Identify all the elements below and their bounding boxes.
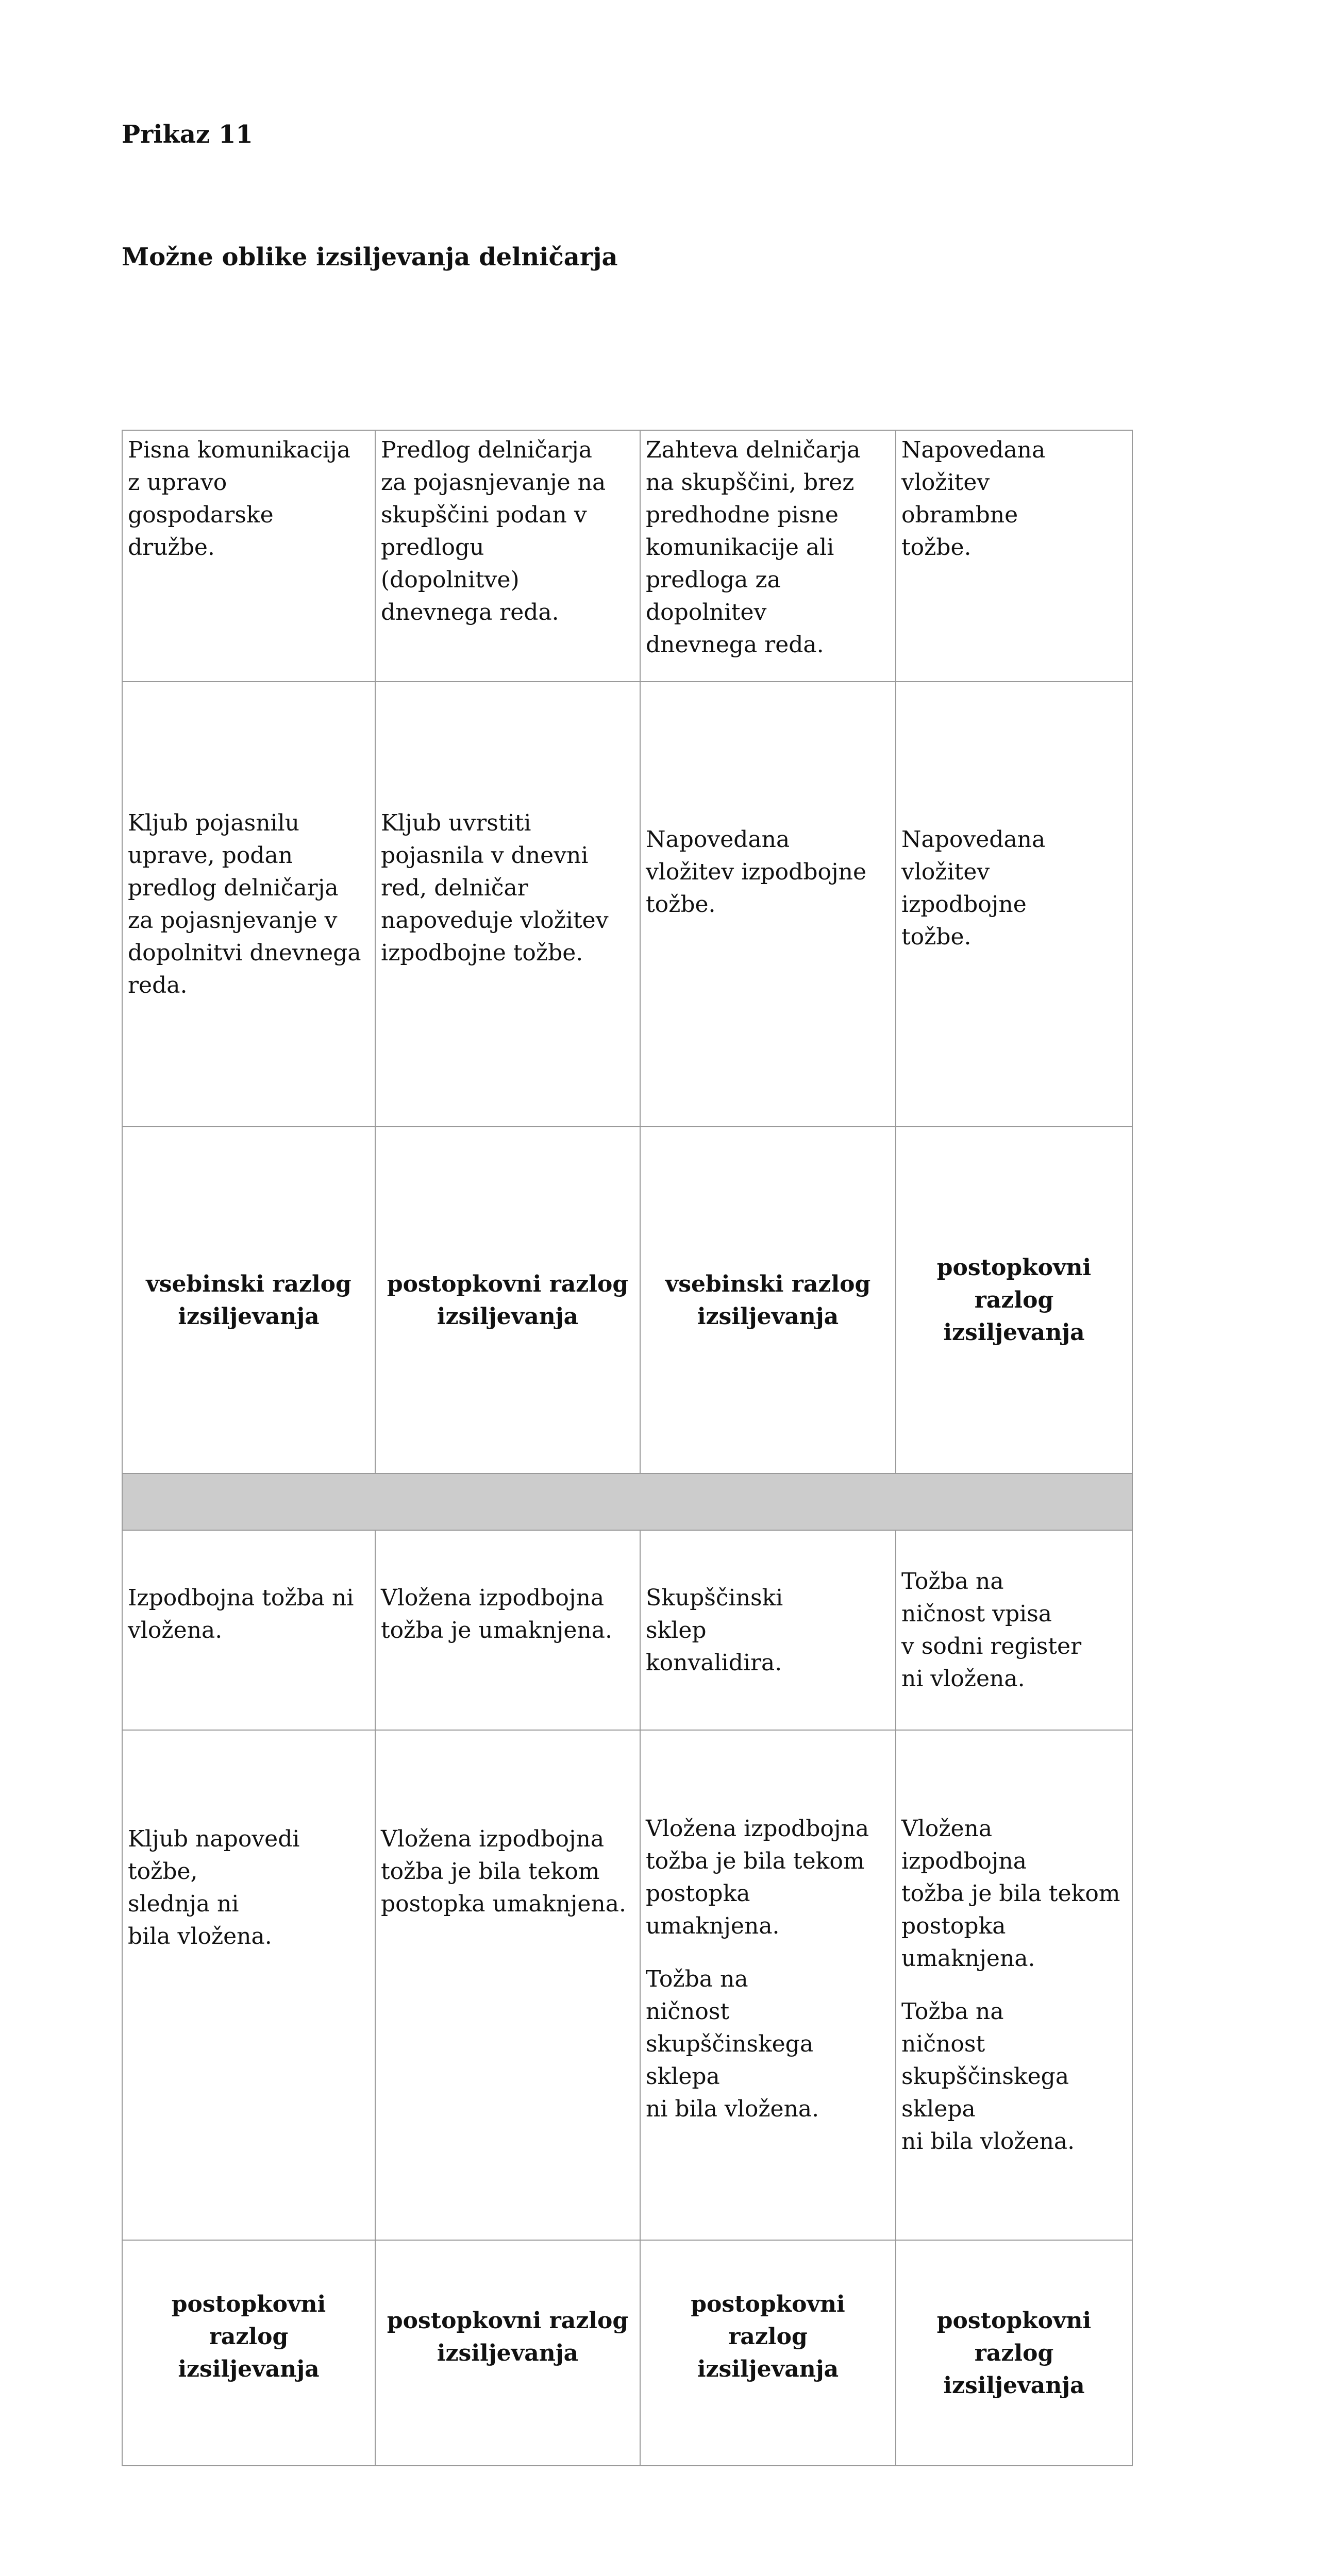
table-separator-row [122,1473,1132,1530]
table-row [122,1127,1132,1473]
table-row [122,2240,1132,2466]
table-row [122,430,1132,682]
table-cell: Napovedana vložitev izpodbojne tožbe. [640,682,896,1127]
table-cell: Predlog delničarja za pojasnjevanje na skupščini podan v predlogu (dopolnitve) dnevnega reda. [375,430,640,682]
table-row [122,1730,1132,2240]
table-cell-category: vsebinski razlog izsiljevanja [122,1127,375,1473]
table-cell-category: postopkovni razlog izsiljevanja [896,1127,1132,1473]
table-cell-category: postopkovni razlog izsiljevanja [375,1127,640,1473]
table-cell: Kljub pojasnilu uprave, podan predlog delničarja za pojasnjevanje v dopolnitvi dnevnega reda. [122,682,375,1127]
table-cell-category: vsebinski razlog izsiljevanja [640,1127,896,1473]
table-cell: Kljub napovedi tožbe, slednja ni bila vložena. [122,1730,375,2240]
extortion-forms-table [122,430,1133,2466]
table-cell: Vložena izpodbojna tožba je bila tekom postopka umaknjena. [375,1730,640,2240]
table-cell: Izpodbojna tožba ni vložena. [122,1530,375,1730]
table-cell: Pisna komunikacija z upravo gospodarske družbe. [122,430,375,682]
table-cell-category: postopkovni razlog izsiljevanja [896,2240,1132,2466]
table-cell: Zahteva delničarja na skupščini, brez predhodne pisne komunikacije ali predloga za dopolnitev dnevnega reda. [640,430,896,682]
table-cell: Napovedana vložitev obrambne tožbe. [896,430,1132,682]
table-cell: Vložena izpodbojna tožba je umaknjena. [375,1530,640,1730]
table-cell: Vložena izpodbojna tožba je bila tekom postopka umaknjena. Tožba na ničnost skupščinskega sklepa ni bila vložena. [640,1730,896,2240]
table-cell: Kljub uvrstiti pojasnila v dnevni red, delničar napoveduje vložitev izpodbojne tožbe. [375,682,640,1127]
table-cell: Skupščinski sklep konvalidira. [640,1530,896,1730]
table-cell: Tožba na ničnost vpisa v sodni register ni vložena. [896,1530,1132,1730]
figure-label: Prikaz 11 [122,120,253,149]
table-cell-category: postopkovni razlog izsiljevanja [375,2240,640,2466]
table-cell-category: postopkovni razlog izsiljevanja [122,2240,375,2466]
separator-cell [122,1473,1132,1530]
table-row [122,1530,1132,1730]
figure-title: Možne oblike izsiljevanja delničarja [122,243,618,272]
table-cell: Napovedana vložitev izpodbojne tožbe. [896,682,1132,1127]
table-cell-category: postopkovni razlog izsiljevanja [640,2240,896,2466]
table-row [122,682,1132,1127]
table-cell: Vložena izpodbojna tožba je bila tekom postopka umaknjena. Tožba na ničnost skupščinskega sklepa ni bila vložena. [896,1730,1132,2240]
